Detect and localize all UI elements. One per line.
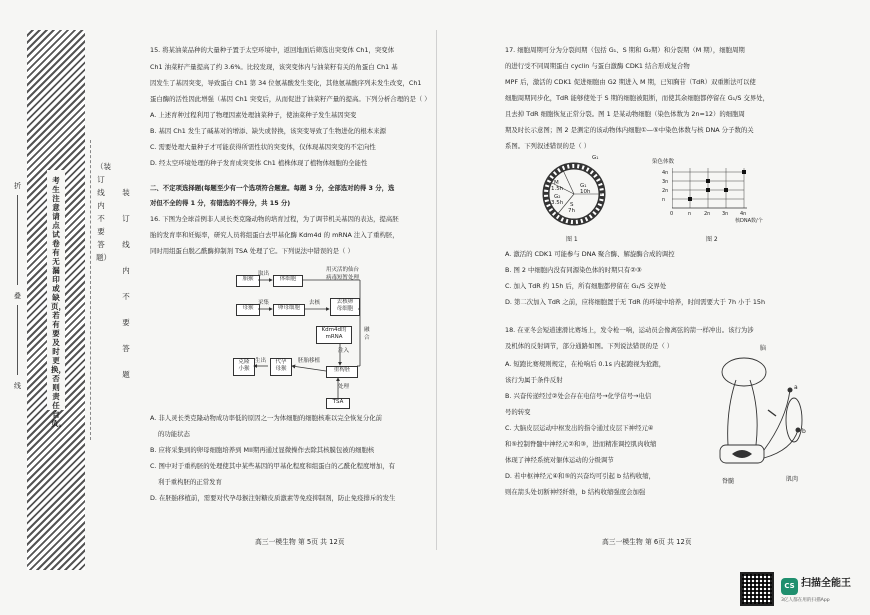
q16-option-c: C. 图中对于重构胚的处理使其中某些基因的甲基化程度和组蛋白的乙酰化程度增加，有 <box>150 462 395 470</box>
xtick-4n: 4n <box>740 211 747 217</box>
cell-point-5 <box>706 188 710 192</box>
muscle-label: 肌肉 <box>786 476 799 483</box>
q17-option-b: B. 图 2 中细胞内没有同源染色体的时期只有②③ <box>505 266 642 274</box>
fig2-grid <box>672 168 752 216</box>
q16-line: 同时用组蛋白脱乙酰酶抑制剂 TSA 处理了它。下列说法中错误的是（ ） <box>150 247 354 255</box>
fig2-ylabel: 染色体数 <box>652 159 675 165</box>
section-heading: 对但不全的得 1 分，有错选的不得分，共 15 分) <box>150 199 291 207</box>
receptor-a <box>788 388 793 393</box>
fusion-label: 融 <box>364 327 370 333</box>
q18-option-c-cont2: 体现了神经系统对躯体运动的分级调节 <box>505 456 614 464</box>
surrogate-label: 代孕 <box>275 359 287 365</box>
ytick-n: n <box>662 197 666 203</box>
kdm-label: Kdm4d的 <box>321 327 347 333</box>
binding-note-b: 装订线内不要答题 <box>122 188 130 379</box>
q17-line: 的进行受不同周期蛋白 cyclin 与蛋白激酶 CDK1 结合形成复合物 <box>505 62 690 70</box>
time-s: 7h <box>568 208 575 214</box>
time-g2: 3.5h <box>551 200 564 206</box>
fold-label: 折 <box>14 182 21 190</box>
binding-note-a: （装订线内不要答题） <box>96 162 111 262</box>
descending-fiber <box>750 380 757 445</box>
mother-box: 母猴 <box>236 304 260 316</box>
virus-label: 用灭活的仙台 <box>326 267 360 273</box>
xtick-2n: 2n <box>704 211 711 217</box>
section-heading: 二、不定项选择题(每题至少有一个选项符合题意。每题 3 分，全部选对的得 3 分，选 <box>150 184 395 192</box>
phase-divider <box>562 168 574 194</box>
scanner-logo: CS <box>781 578 798 595</box>
label-a: a <box>794 384 798 391</box>
q18-option-d: D. 若中枢神经元④和⑤的兴奋均可引起 b 结构收缩， <box>505 472 655 480</box>
ytick-2n: 2n <box>662 188 669 194</box>
reflex-diagram <box>706 350 816 490</box>
q15-line: 15. 将某油菜品种的大量种子置于太空环境中，返回地面后筛选出突变体 Ch1，突变体 <box>150 46 395 54</box>
fusion-label-2: 合 <box>364 335 370 341</box>
ytick-4n: 4n <box>662 170 669 176</box>
descending-fiber <box>728 380 736 445</box>
q16-line: 16. 下图为全球首例非人灵长类克隆动物的培育过程，为了调节机关基因的表达，提高胚 <box>150 215 399 223</box>
process-label: 处理 <box>338 384 350 390</box>
q18-option-a: A. 短跑比赛规则规定，在枪响后 0.1s 内起跑视为抢跑， <box>505 360 666 368</box>
left-page-footer: 高三一模生物 第 5页 共 12页 <box>255 538 345 546</box>
mrna-label: mRNA <box>325 334 343 340</box>
q17-line: 17. 细胞周期可分为分裂间期（包括 G₁、S 期和 G₂期）和分裂期（M 期），细胞周期 <box>505 46 745 54</box>
fetus-box: 胎猴 <box>236 275 260 287</box>
q16-option-a-cont: 的功能状态 <box>158 430 190 438</box>
q15-line: 因发生了基因突变，导致蛋白 Ch1 第 34 位氨基酸发生变化，其他氨基酸序列未发生改变，Ch1 <box>150 79 422 87</box>
xtick-3n: 3n <box>722 211 729 217</box>
q18-option-a-cont: 该行为属于条件反射 <box>505 376 563 384</box>
surrogate-label-2: 母猴 <box>275 366 287 372</box>
inject-label: 注入 <box>338 348 350 354</box>
oocyte-box: 卵母细胞 <box>273 304 305 316</box>
time-m: 1.5h <box>551 186 564 192</box>
phase-g1: G₁ <box>580 183 587 189</box>
q17-option-a: A. 激活的 CDK1 可能参与 DNA 聚合酶、解旋酶合成的调控 <box>505 250 675 258</box>
collect-label: 采集 <box>258 300 270 306</box>
q18-option-d-cont: 则在箭头处切断神经纤维，b 结构收缩强度会加强 <box>505 488 646 496</box>
exam-notice: 考生注意请点试卷有无漏印或缺页，若有要及时更换，否则责任自负。 <box>51 176 66 428</box>
start-g1: G₁ <box>592 155 599 161</box>
tsa-box: TSA <box>326 398 350 409</box>
q17-line: 细胞周期同步化，TdR 能够使处于 S 期的细胞被阻断，而使其余细胞都停留在 G₁/S 交界处， <box>505 94 770 102</box>
q18-line: 及机体的反射调节，部分通路如图。下列说法错误的是（ ） <box>505 342 674 350</box>
effector-b <box>796 428 801 433</box>
cut-line <box>90 140 92 440</box>
muscle-outline <box>786 398 802 442</box>
q16-option-a: A. 非人灵长类克隆动物成功率低的原因之一为体细胞的细胞核难以完全恢复分化前 <box>150 414 382 422</box>
cell-point-4 <box>742 170 746 174</box>
q18-option-c-cont: 和⑤控制脊髓中神经元②和③，进而精准调控肌肉收缩 <box>505 440 657 448</box>
fig2-xlabel: 核DNA数/个 <box>735 218 763 224</box>
q16-option-b: B. 应将采集到的卵母细胞培养到 MII期再通过显微操作去除其核膜包被的细胞核 <box>150 446 375 454</box>
ytick-3n: 3n <box>662 179 669 185</box>
enucleated-label: 去核卵 <box>336 299 354 305</box>
phase-g2: G₂ <box>554 194 561 200</box>
q18-line: 18. 在亚冬会短道速滑比赛场上，发令枪一响，运动员会像离弦的箭一样冲出。该行为涉 <box>505 326 754 334</box>
enucleated-label-2: 母细胞 <box>336 306 354 312</box>
q17-line: 期及时长示意图；图 2 是测定的该动物体内细胞①—⑤中染色体数与核 DNA 分子数的关 <box>505 126 754 134</box>
diagram-arrows <box>230 262 380 412</box>
clone-label: 克隆 <box>238 359 250 365</box>
q15-option-a: A. 上述育种过程利用了物理因素处理油菜种子，使油菜种子发生基因突变 <box>150 111 357 119</box>
arrow <box>292 366 326 371</box>
virus-label-2: 病毒短暂处理 <box>326 275 360 281</box>
figure-1-label: 图 1 <box>566 236 578 243</box>
cell-point-1 <box>706 179 710 183</box>
line-label: 线 <box>14 382 21 390</box>
clone-label-2: 小猴 <box>238 366 250 372</box>
birth-label: 生出 <box>255 358 267 364</box>
spinal-label: 脊髓 <box>722 478 735 485</box>
qr-code <box>740 572 774 606</box>
time-g1: 10h <box>580 189 591 195</box>
afferent-fiber <box>764 430 798 458</box>
q16-option-d: D. 在胚胎移植前，需要对代孕母猴注射糖皮质激素等免疫抑制剂，防止免疫排斥的发生 <box>150 494 396 502</box>
xtick-n: n <box>688 211 692 217</box>
reconstructed-embryo-box: 重构胚 <box>326 366 358 378</box>
right-page-footer: 高三一模生物 第 6页 共 12页 <box>602 538 692 546</box>
q15-line: Ch1 油菜籽产量提高了约 3.6%。比较发现，该突变体内与油菜籽有关的角蛋白 Ch1 基 <box>150 63 398 71</box>
xtick-0: 0 <box>670 211 674 217</box>
figure-2-label: 图 2 <box>706 236 718 243</box>
phase-s: S <box>570 202 574 208</box>
take-label: 取出 <box>258 271 270 277</box>
q17-line: 系图。下列叙述错误的是（ ） <box>505 142 591 150</box>
phase-m: M <box>554 180 559 186</box>
transfer-label: 胚胎移植 <box>298 358 321 364</box>
scanner-app-sub: 3亿人都在用的扫描App <box>781 598 830 603</box>
cell-cycle-ring <box>536 156 616 228</box>
brain-outline <box>722 358 766 386</box>
label-b: b <box>802 428 806 435</box>
q17-line: 且去掉 TdR 细胞恢复正常分裂。图 1 是某动物细胞（染色体数为 2n=12）的细胞周 <box>505 110 745 118</box>
margin-rule <box>17 305 18 375</box>
q18-option-c: C. 大脑皮层运动中枢发出的指令通过皮层下神经元④ <box>505 424 654 432</box>
remove-label: 去核 <box>309 300 321 306</box>
q18-option-b-cont: 号的转变 <box>505 408 531 416</box>
binding-hatch <box>27 30 85 570</box>
q18-option-b: B. 兴奋传递经过②处会存在电信号→化学信号→电信 <box>505 392 652 400</box>
q16-line: 胎的发育率和妊娠率，研究人员将组蛋白去甲基化酶 Kdm4d 的 mRNA 注入了重构胚， <box>150 231 399 239</box>
stack-label: 叠 <box>14 292 21 300</box>
brain-label: 脑 <box>760 345 767 352</box>
q17-line: MPF 后，激活的 CDK1 促进细胞由 G2 期进入 M 期，已知胸苷（TdR）双重断法可以使 <box>505 78 756 86</box>
somatic-cell-box: 体细胞 <box>273 275 303 287</box>
grey-matter <box>732 450 752 458</box>
cut-arrow <box>768 410 776 416</box>
scanner-app-name: 扫描全能王 <box>801 578 851 589</box>
cell-point-2 <box>724 188 728 192</box>
q15-option-c: C. 需要处理大量种子才可能获得所需性状的突变体，仅体现基因突变的不定向性 <box>150 143 376 151</box>
q15-option-b: B. 基因 Ch1 发生了碱基对的增添、缺失或替换，该突变导致了生物进化的根本来源 <box>150 127 386 135</box>
cell-point-3 <box>688 197 692 201</box>
q16-option-c-cont: 利于重构胚的正常发育 <box>158 478 222 486</box>
q15-line: 蛋白酶的活性因此增强（基因 Ch1 突变后，从而促进了油菜籽产量的提高。下列分析合理的是（ ） <box>150 95 431 103</box>
q17-option-c: C. 加入 TdR 约 15h 后，所有细胞都停留在 G₁/S 交界处 <box>505 282 667 290</box>
margin-rule <box>17 195 18 285</box>
q17-option-d: D. 第二次加入 TdR 之前，应将细胞置于无 TdR 的环境中培养，时间需要大于 7h 小于 15h <box>505 298 766 306</box>
q15-option-d: D. 经太空环境处理的种子发育成突变体 Ch1 植株体现了植物体细胞的全能性 <box>150 159 368 167</box>
page-divider <box>436 30 437 550</box>
